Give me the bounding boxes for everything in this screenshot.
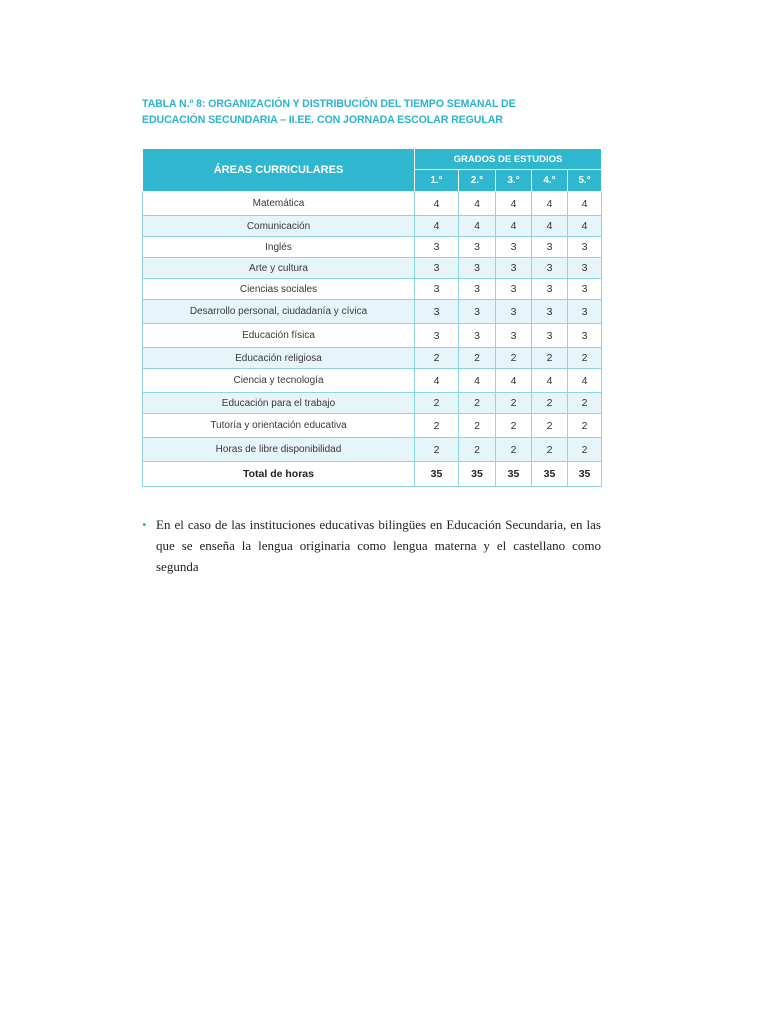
hours-cell-grade-1: 4 bbox=[415, 192, 459, 216]
hours-cell-grade-1: 3 bbox=[415, 300, 459, 324]
area-name-cell: Matemática bbox=[143, 192, 415, 216]
hours-cell-grade-3: 2 bbox=[496, 438, 532, 462]
table-row bbox=[143, 324, 602, 348]
document-page bbox=[142, 96, 601, 574]
hours-cell-grade-5: 2 bbox=[568, 348, 602, 369]
hours-cell-grade-2: 2 bbox=[459, 414, 496, 438]
total-row bbox=[143, 462, 602, 487]
table-title-line-2: EDUCACIÓN SECUNDARIA – II.EE. CON JORNADA ESCOLAR REGULAR bbox=[142, 114, 503, 126]
hours-cell-grade-4: 2 bbox=[532, 414, 568, 438]
table-row bbox=[143, 348, 602, 369]
hours-cell-grade-2: 4 bbox=[459, 192, 496, 216]
area-name-cell: Ciencias sociales bbox=[143, 279, 415, 300]
hours-cell-grade-5: 3 bbox=[568, 279, 602, 300]
total-grade-1: 35 bbox=[415, 462, 459, 487]
area-name-cell: Desarrollo personal, ciudadanía y cívica bbox=[143, 300, 415, 324]
hours-cell-grade-3: 3 bbox=[496, 324, 532, 348]
area-name-cell: Educación para el trabajo bbox=[143, 393, 415, 414]
hours-cell-grade-1: 4 bbox=[415, 369, 459, 393]
hours-cell-grade-2: 3 bbox=[459, 279, 496, 300]
hours-cell-grade-4: 4 bbox=[532, 192, 568, 216]
hours-cell-grade-1: 2 bbox=[415, 438, 459, 462]
grade-header-1: 1.° bbox=[415, 170, 459, 192]
total-grade-2: 35 bbox=[459, 462, 496, 487]
table-body bbox=[143, 192, 602, 487]
area-name-cell: Ciencia y tecnología bbox=[143, 369, 415, 393]
area-name-cell: Educación física bbox=[143, 324, 415, 348]
hours-cell-grade-4: 3 bbox=[532, 324, 568, 348]
table-row bbox=[143, 237, 602, 258]
hours-cell-grade-5: 4 bbox=[568, 369, 602, 393]
table-row bbox=[143, 369, 602, 393]
hours-cell-grade-4: 2 bbox=[532, 438, 568, 462]
hours-cell-grade-1: 3 bbox=[415, 258, 459, 279]
hours-cell-grade-5: 3 bbox=[568, 324, 602, 348]
hours-cell-grade-1: 2 bbox=[415, 414, 459, 438]
area-name-cell: Arte y cultura bbox=[143, 258, 415, 279]
table-row bbox=[143, 393, 602, 414]
hours-cell-grade-3: 4 bbox=[496, 216, 532, 237]
hours-cell-grade-1: 4 bbox=[415, 216, 459, 237]
table-row bbox=[143, 192, 602, 216]
paragraph-line-2: que se enseña la lengua originaria como lengua materna y el castellano como segunda bbox=[156, 538, 601, 574]
hours-cell-grade-4: 4 bbox=[532, 216, 568, 237]
hours-cell-grade-5: 3 bbox=[568, 300, 602, 324]
area-name-cell: Comunicación bbox=[143, 216, 415, 237]
hours-cell-grade-4: 3 bbox=[532, 300, 568, 324]
hours-cell-grade-3: 3 bbox=[496, 237, 532, 258]
area-name-cell: Tutoría y orientación educativa bbox=[143, 414, 415, 438]
bullet-paragraph bbox=[142, 514, 601, 574]
table-row bbox=[143, 216, 602, 237]
hours-cell-grade-3: 3 bbox=[496, 279, 532, 300]
weekly-hours-table bbox=[142, 148, 602, 487]
hours-cell-grade-1: 3 bbox=[415, 279, 459, 300]
hours-cell-grade-2: 4 bbox=[459, 216, 496, 237]
hours-cell-grade-1: 2 bbox=[415, 393, 459, 414]
grade-header-2: 2.° bbox=[459, 170, 496, 192]
hours-cell-grade-3: 3 bbox=[496, 300, 532, 324]
hours-cell-grade-5: 3 bbox=[568, 237, 602, 258]
hours-cell-grade-4: 3 bbox=[532, 258, 568, 279]
hours-cell-grade-2: 2 bbox=[459, 348, 496, 369]
hours-cell-grade-5: 3 bbox=[568, 258, 602, 279]
table-row bbox=[143, 258, 602, 279]
hours-cell-grade-5: 2 bbox=[568, 414, 602, 438]
hours-cell-grade-3: 2 bbox=[496, 348, 532, 369]
hours-cell-grade-4: 4 bbox=[532, 369, 568, 393]
table-title-line-1: TABLA N.º 8: ORGANIZACIÓN Y DISTRIBUCIÓN DEL TIEMPO SEMANAL DE bbox=[142, 98, 516, 110]
hours-cell-grade-5: 4 bbox=[568, 216, 602, 237]
hours-cell-grade-2: 3 bbox=[459, 300, 496, 324]
grade-header-5: 5.° bbox=[568, 170, 602, 192]
hours-cell-grade-2: 4 bbox=[459, 369, 496, 393]
grades-header: GRADOS DE ESTUDIOS bbox=[415, 149, 602, 170]
hours-cell-grade-3: 2 bbox=[496, 414, 532, 438]
hours-cell-grade-2: 2 bbox=[459, 393, 496, 414]
table-title bbox=[142, 96, 601, 128]
area-name-cell: Horas de libre disponibilidad bbox=[143, 438, 415, 462]
hours-cell-grade-1: 3 bbox=[415, 324, 459, 348]
hours-cell-grade-3: 2 bbox=[496, 393, 532, 414]
table-row bbox=[143, 300, 602, 324]
table-row bbox=[143, 438, 602, 462]
areas-header: ÁREAS CURRICULARES bbox=[143, 149, 415, 192]
hours-cell-grade-5: 4 bbox=[568, 192, 602, 216]
hours-cell-grade-1: 2 bbox=[415, 348, 459, 369]
hours-cell-grade-1: 3 bbox=[415, 237, 459, 258]
hours-cell-grade-4: 2 bbox=[532, 393, 568, 414]
hours-cell-grade-2: 3 bbox=[459, 324, 496, 348]
hours-cell-grade-3: 4 bbox=[496, 369, 532, 393]
hours-cell-grade-2: 2 bbox=[459, 438, 496, 462]
table-row bbox=[143, 414, 602, 438]
hours-cell-grade-5: 2 bbox=[568, 438, 602, 462]
total-grade-4: 35 bbox=[532, 462, 568, 487]
area-name-cell: Inglés bbox=[143, 237, 415, 258]
hours-cell-grade-4: 3 bbox=[532, 237, 568, 258]
total-grade-5: 35 bbox=[568, 462, 602, 487]
grade-header-4: 4.° bbox=[532, 170, 568, 192]
total-label: Total de horas bbox=[143, 462, 415, 487]
bullet-icon: • bbox=[142, 517, 147, 532]
hours-cell-grade-3: 3 bbox=[496, 258, 532, 279]
table-row bbox=[143, 279, 602, 300]
hours-cell-grade-2: 3 bbox=[459, 258, 496, 279]
hours-cell-grade-4: 2 bbox=[532, 348, 568, 369]
hours-cell-grade-4: 3 bbox=[532, 279, 568, 300]
hours-cell-grade-2: 3 bbox=[459, 237, 496, 258]
area-name-cell: Educación religiosa bbox=[143, 348, 415, 369]
hours-cell-grade-5: 2 bbox=[568, 393, 602, 414]
total-grade-3: 35 bbox=[496, 462, 532, 487]
hours-cell-grade-3: 4 bbox=[496, 192, 532, 216]
paragraph-line-1: En el caso de las instituciones educativas bilingües en Educación Secundaria, en las bbox=[156, 517, 601, 532]
grade-header-3: 3.° bbox=[496, 170, 532, 192]
